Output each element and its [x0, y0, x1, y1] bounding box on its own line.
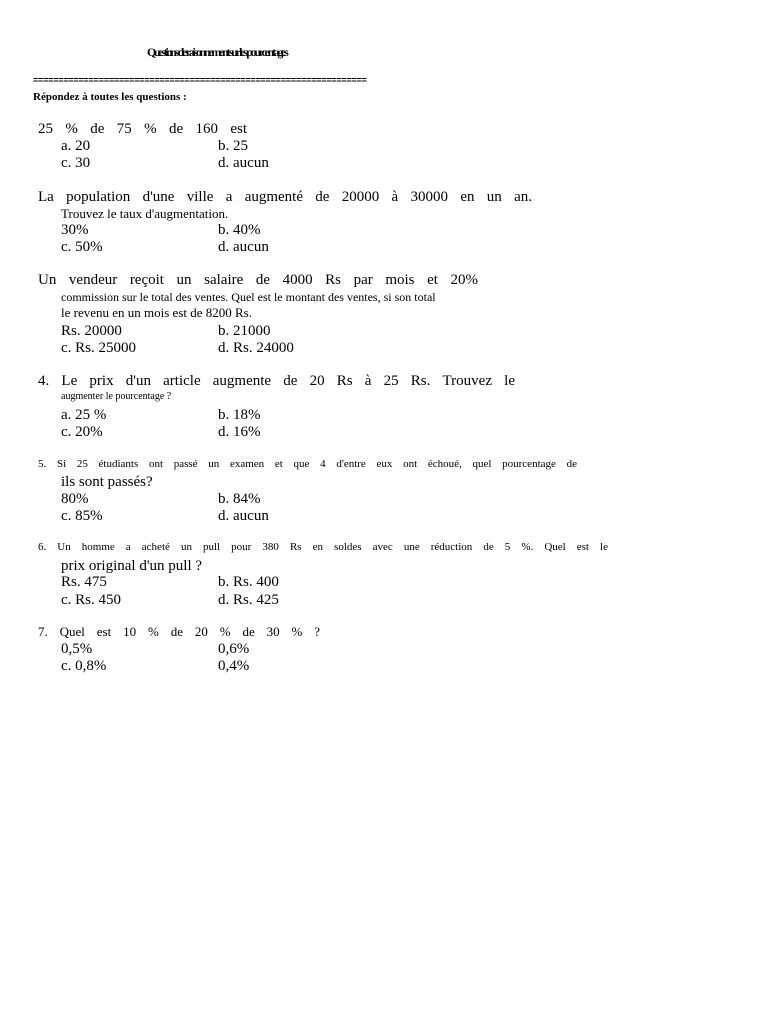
question-word: 10 — [123, 624, 137, 639]
separator-line: ================================================================== — [33, 75, 367, 85]
question-2-option-b: b. 40% — [218, 222, 261, 238]
question-word: 5. — [38, 458, 47, 470]
question-5-option-a: 80% — [61, 491, 89, 507]
question-word: 6. — [38, 541, 47, 553]
question-4-option-c: c. 20% — [61, 424, 103, 440]
question-word: 4000 — [282, 272, 313, 288]
question-word: ont — [148, 458, 164, 470]
question-3-option-a: Rs. 20000 — [61, 323, 122, 339]
question-3-option-d: d. Rs. 24000 — [218, 340, 294, 356]
question-2-option-c: c. 50% — [61, 239, 103, 255]
question-5-option-b: b. 84% — [218, 491, 261, 507]
question-word: 25 — [383, 373, 399, 389]
question-1-option-d: d. aucun — [218, 155, 269, 171]
question-word: pull — [202, 541, 221, 553]
question-word: % — [144, 121, 157, 137]
question-word: une — [403, 541, 420, 553]
question-word: augmente — [212, 373, 272, 389]
question-word: vendeur — [68, 272, 118, 288]
question-word: prix — [89, 373, 114, 389]
question-word: de — [566, 458, 577, 470]
question-word: La — [38, 189, 54, 205]
question-word: d'entre — [336, 458, 366, 470]
question-5-option-d: d. aucun — [218, 508, 269, 524]
question-word: ? — [314, 624, 320, 639]
question-word: mois — [385, 272, 415, 288]
question-word: reçoit — [129, 272, 164, 288]
question-word: 25 — [76, 458, 88, 470]
question-7-option-b: 0,6% — [218, 641, 250, 657]
question-word: article — [163, 373, 201, 389]
question-word: un — [176, 272, 192, 288]
question-word: an. — [514, 189, 532, 205]
question-word: 25 — [38, 121, 53, 137]
question-6-option-a: Rs. 475 — [61, 574, 107, 590]
question-word: en — [460, 189, 475, 205]
question-word: que — [293, 458, 310, 470]
question-2-option-a: 30% — [61, 222, 89, 238]
question-word: est — [96, 624, 112, 639]
instructions: Répondez à toutes les questions : — [33, 91, 187, 103]
question-6-continuation: prix original d'un pull ? — [61, 558, 203, 574]
question-word: augmenté — [244, 189, 303, 205]
question-6-option-d: d. Rs. 425 — [218, 592, 279, 608]
question-4-option-b: b. 18% — [218, 407, 261, 423]
question-word: Un — [38, 272, 57, 288]
question-7-option-c: c. 0,8% — [61, 658, 107, 674]
question-word: d'une — [142, 189, 175, 205]
question-word: à — [364, 373, 372, 389]
question-word: de — [168, 121, 184, 137]
question-word: de — [255, 272, 271, 288]
question-word: 20000 — [341, 189, 380, 205]
question-word: de — [315, 189, 330, 205]
question-5-option-c: c. 85% — [61, 508, 103, 524]
question-word: 30000 — [410, 189, 449, 205]
question-1-option-b: b. 25 — [218, 138, 248, 154]
question-1-option-c: c. 30 — [61, 155, 91, 171]
question-word: passé — [173, 458, 198, 470]
question-word: acheté — [141, 541, 170, 553]
question-6-option-b: b. Rs. 400 — [218, 574, 279, 590]
question-word: pourcentage — [502, 458, 556, 470]
question-word: homme — [81, 541, 115, 553]
question-word: 20% — [450, 272, 478, 288]
question-word: 75 — [116, 121, 132, 137]
question-word: 380 — [262, 541, 279, 553]
question-3-option-b: b. 21000 — [218, 323, 271, 339]
question-word: quel — [472, 458, 492, 470]
question-word: à — [391, 189, 399, 205]
question-word: a — [125, 541, 131, 553]
question-word: % — [291, 624, 303, 639]
question-word: examen — [229, 458, 265, 470]
question-word: % — [219, 624, 231, 639]
question-word: et — [274, 458, 283, 470]
question-word: est — [230, 121, 247, 137]
question-word: en — [312, 541, 323, 553]
question-word: population — [66, 189, 131, 205]
question-word: de — [90, 121, 105, 137]
question-word: le — [504, 373, 515, 389]
question-word: par — [353, 272, 373, 288]
question-3-continuation-1: commission sur le total des ventes. Quel est le montant des ventes, si son total — [61, 290, 436, 304]
question-2-continuation: Trouvez le taux d'augmentation. — [61, 206, 229, 221]
question-word: échoué, — [427, 458, 462, 470]
question-4-option-d: d. 16% — [218, 424, 261, 440]
question-7-option-a: 0,5% — [61, 641, 93, 657]
question-word: 4 — [320, 458, 326, 470]
question-word: de — [170, 624, 183, 639]
question-6-option-c: c. Rs. 450 — [61, 592, 121, 608]
question-word: Le — [61, 373, 78, 389]
question-word: Quel — [544, 541, 566, 553]
question-word: étudiants — [98, 458, 139, 470]
question-word: de — [483, 541, 494, 553]
question-word: et — [427, 272, 438, 288]
question-word: pour — [231, 541, 252, 553]
question-3-option-c: c. Rs. 25000 — [61, 340, 136, 356]
question-word: avec — [372, 541, 393, 553]
question-1-option-a: a. 20 — [61, 138, 91, 154]
question-word: 30 — [266, 624, 280, 639]
question-word: Rs — [325, 272, 342, 288]
question-word: Un — [57, 541, 71, 553]
question-5-continuation: ils sont passés? — [61, 474, 153, 490]
question-word: de — [283, 373, 298, 389]
question-word: de — [242, 624, 255, 639]
question-word: % — [65, 121, 78, 137]
question-word: un — [208, 458, 220, 470]
question-word: eux — [376, 458, 393, 470]
question-word: a — [225, 189, 233, 205]
question-word: réduction — [430, 541, 473, 553]
question-word: 4. — [38, 373, 50, 389]
question-word: Rs. — [410, 373, 431, 389]
question-word: ont — [403, 458, 418, 470]
question-7-option-d: 0,4% — [218, 658, 250, 674]
question-word: Rs — [336, 373, 353, 389]
question-word: soldes — [334, 541, 362, 553]
question-word: Quel — [59, 624, 85, 639]
question-word: est — [576, 541, 589, 553]
question-word: un — [180, 541, 192, 553]
question-word: 20 — [309, 373, 325, 389]
question-word: Trouvez — [442, 373, 492, 389]
question-word: 7. — [38, 624, 48, 639]
question-word: ville — [186, 189, 214, 205]
question-4-option-a: a. 25 % — [61, 407, 107, 423]
question-word: %. — [521, 541, 534, 553]
question-word: 5 — [504, 541, 511, 553]
question-word: d'un — [125, 373, 151, 389]
question-word: le — [600, 541, 608, 553]
document-title: Questions de raisonnement sur les pourcentages — [147, 45, 287, 59]
question-word: Si — [56, 458, 67, 470]
question-4-continuation: augmenter le pourcentage ? — [61, 391, 172, 402]
question-word: 20 — [194, 624, 208, 639]
question-word: Rs — [289, 541, 302, 553]
question-word: un — [486, 189, 502, 205]
question-3-continuation-2: le revenu en un mois est de 8200 Rs. — [61, 305, 252, 320]
question-word: salaire — [204, 272, 244, 288]
question-word: % — [147, 624, 159, 639]
question-word: 160 — [195, 121, 218, 137]
question-2-option-d: d. aucun — [218, 239, 269, 255]
